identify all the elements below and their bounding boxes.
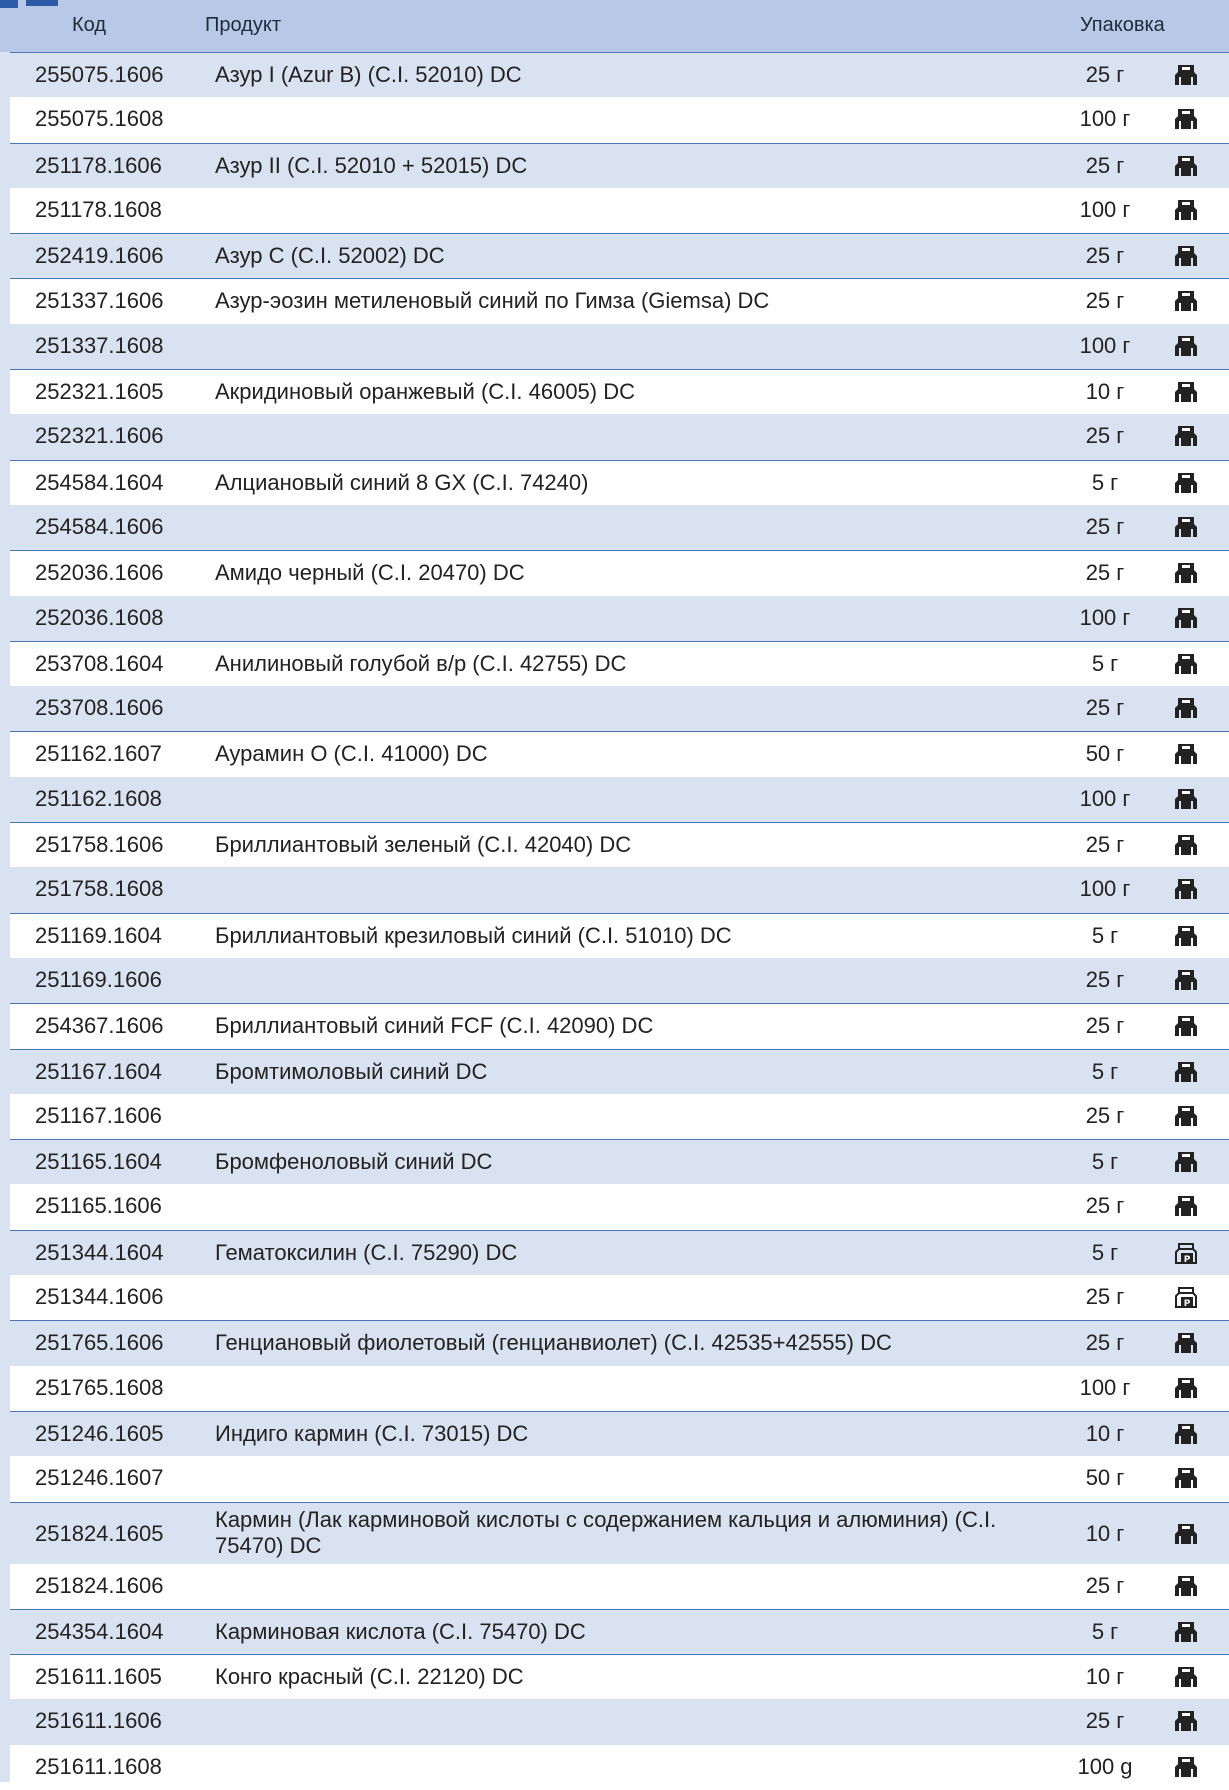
table-row: [10, 233, 1229, 278]
bottle-icon: [1173, 1709, 1199, 1733]
table-row: [10, 1609, 1229, 1654]
column-header-code: Код: [72, 14, 107, 36]
bottle-icon: [1173, 1522, 1199, 1546]
pack-size: 10 г: [1085, 379, 1125, 405]
pack-size: 10 г: [1085, 1520, 1125, 1546]
product-code: 251611.1606: [35, 1708, 162, 1734]
product-code: 251758.1608: [35, 876, 164, 902]
pack-size: 25 г: [1085, 966, 1125, 992]
pack-size: 5 г: [1091, 1058, 1119, 1084]
product-code: 251167.1606: [35, 1102, 162, 1128]
table-row: [10, 641, 1229, 686]
table-row: [10, 958, 1229, 1003]
product-code: 254584.1606: [35, 513, 164, 539]
product-code: 251758.1606: [35, 832, 164, 858]
product-code: 251824.1605: [35, 1520, 164, 1546]
product-name: Акридиновый оранжевый (C.I. 46005) DC: [215, 379, 635, 405]
product-name: Кармин (Лак карминовой кислоты с содержанием кальция и алюминия) (C.I. 75470) DC: [215, 1506, 997, 1558]
product-code: 251611.1605: [35, 1664, 162, 1690]
pack-size: 25 г: [1085, 243, 1125, 269]
product-name: Конго красный (C.I. 22120) DC: [215, 1664, 524, 1690]
pack-size: 25 г: [1085, 1330, 1125, 1356]
bottle-icon: [1173, 1331, 1199, 1355]
bottle-icon: [1173, 696, 1199, 720]
pack-size: 5 г: [1091, 1149, 1119, 1175]
table-row: [10, 731, 1229, 776]
bottle-icon: [1173, 1620, 1199, 1644]
product-code: 255075.1608: [35, 106, 164, 132]
plastic-bottle-icon: [1173, 1241, 1199, 1265]
table-row: [10, 867, 1229, 912]
pack-size: 25 г: [1085, 288, 1125, 314]
product-code: 252036.1608: [35, 604, 164, 630]
table-row: [10, 596, 1229, 641]
bottle-icon: [1173, 924, 1199, 948]
table-row: [10, 460, 1229, 505]
product-code: 254584.1604: [35, 469, 164, 495]
product-name: Азур I (Azur B) (C.I. 52010) DC: [215, 62, 522, 87]
pack-size: 10 г: [1085, 1420, 1125, 1446]
column-header-pack: Упаковка: [1080, 14, 1165, 36]
bottle-icon: [1173, 1014, 1199, 1038]
table-row: [10, 1654, 1229, 1699]
bottle-icon: [1173, 1104, 1199, 1128]
product-code: 251162.1608: [35, 785, 162, 811]
product-name: Бромтимоловый синий DC: [215, 1058, 488, 1084]
table-row: [10, 52, 1229, 97]
product-code: 251824.1606: [35, 1572, 164, 1598]
product-code: 253708.1606: [35, 695, 164, 721]
svg-text:P: P: [1183, 1299, 1191, 1310]
bottle-icon: [1173, 877, 1199, 901]
pack-size: 25 г: [1085, 1013, 1125, 1039]
bottle-icon: [1173, 244, 1199, 268]
table-row: [10, 1564, 1229, 1609]
product-code: 252321.1605: [35, 379, 164, 405]
pack-size: 25 г: [1085, 1572, 1125, 1598]
pack-size: 5 г: [1091, 922, 1119, 948]
product-name: Анилиновый голубой в/р (C.I. 42755) DC: [215, 650, 627, 676]
product-name: Гематоксилин (C.I. 75290) DC: [215, 1239, 518, 1265]
table-row: [10, 414, 1229, 459]
bottle-icon: [1173, 606, 1199, 630]
product-code: 251611.1608: [35, 1753, 162, 1779]
table-row: [10, 777, 1229, 822]
bottle-icon: [1173, 652, 1199, 676]
table-row: [10, 188, 1229, 233]
pack-size: 25 г: [1085, 513, 1125, 539]
bottle-icon: [1173, 1466, 1199, 1490]
pack-size: 5 г: [1091, 1618, 1119, 1644]
product-code: 251167.1604: [35, 1058, 162, 1084]
table-row: [10, 278, 1229, 323]
table-row: [10, 686, 1229, 731]
product-code: 251178.1606: [35, 152, 162, 178]
table-row: [10, 1411, 1229, 1456]
product-name: Бриллиантовый крезиловый синий (C.I. 51010) DC: [215, 922, 732, 948]
bottle-icon: [1173, 1194, 1199, 1218]
product-code: 251169.1604: [35, 922, 162, 948]
table-row: [10, 1230, 1229, 1275]
pack-size: 25 г: [1085, 1102, 1125, 1128]
pack-size: 100 г: [1079, 106, 1131, 132]
pack-size: 25 г: [1085, 1193, 1125, 1219]
product-code: 252321.1606: [35, 423, 164, 449]
bottle-icon: [1173, 63, 1199, 87]
bottle-icon: [1173, 380, 1199, 404]
table-row: [10, 1745, 1229, 1790]
product-code: 251178.1608: [35, 196, 162, 222]
product-code: 251337.1606: [35, 288, 164, 314]
table-row: [10, 1366, 1229, 1411]
pack-size: 25 г: [1085, 832, 1125, 858]
table-row: [10, 143, 1229, 188]
table-row: [10, 822, 1229, 867]
pack-size: 25 г: [1085, 1284, 1125, 1310]
product-code: 251165.1606: [35, 1193, 162, 1219]
table-row: [10, 1094, 1229, 1139]
pack-size: 50 г: [1085, 1465, 1125, 1491]
pack-size: 25 г: [1085, 560, 1125, 586]
bottle-icon: [1173, 1574, 1199, 1598]
bottle-icon: [1173, 833, 1199, 857]
table-row: [10, 1502, 1229, 1564]
product-name: Генциановый фиолетовый (генцианвиолет) (C.I. 42535+42555) DC: [215, 1330, 892, 1356]
product-code: 251169.1606: [35, 966, 162, 992]
header-accent-mark: [26, 0, 58, 6]
product-code: 251162.1607: [35, 741, 162, 767]
left-margin-strip: [0, 52, 10, 1782]
bottle-icon: [1173, 334, 1199, 358]
product-code: 253708.1604: [35, 650, 164, 676]
product-name: Бриллиантовый синий FCF (C.I. 42090) DC: [215, 1013, 654, 1039]
pack-size: 25 г: [1085, 423, 1125, 449]
product-name: Амидо черный (C.I. 20470) DC: [215, 560, 525, 586]
pack-size: 25 г: [1085, 152, 1125, 178]
bottle-icon: [1173, 424, 1199, 448]
table-row: [10, 505, 1229, 550]
bottle-icon: [1173, 968, 1199, 992]
bottle-icon: [1173, 289, 1199, 313]
table-row: [10, 1049, 1229, 1094]
table-row: [10, 1320, 1229, 1365]
pack-size: 50 г: [1085, 741, 1125, 767]
bottle-icon: [1173, 1150, 1199, 1174]
bottle-icon: [1173, 198, 1199, 222]
pack-size: 100 г: [1079, 876, 1131, 902]
bottle-icon: [1173, 742, 1199, 766]
table-row: [10, 913, 1229, 958]
table-row: [10, 97, 1229, 142]
product-code: 255075.1606: [35, 62, 164, 87]
product-code: 254354.1604: [35, 1618, 164, 1644]
table-row: [10, 1003, 1229, 1048]
product-table: [10, 52, 1229, 1790]
plastic-bottle-icon: [1173, 1285, 1199, 1309]
product-code: 251337.1608: [35, 332, 164, 358]
pack-size: 100 г: [1079, 785, 1131, 811]
pack-size: 100 g: [1077, 1753, 1133, 1779]
svg-text:P: P: [1183, 1254, 1191, 1265]
table-row: [10, 324, 1229, 369]
product-name: Алциановый синий 8 GX (C.I. 74240): [215, 469, 589, 495]
bottle-icon: [1173, 1755, 1199, 1779]
product-name: Индиго кармин (C.I. 73015) DC: [215, 1420, 529, 1446]
product-code: 251246.1607: [35, 1465, 164, 1491]
product-code: 251246.1605: [35, 1420, 164, 1446]
product-name: Карминовая кислота (C.I. 75470) DC: [215, 1618, 586, 1644]
product-name: Бромфеноловый синий DC: [215, 1149, 493, 1175]
bottle-icon: [1173, 787, 1199, 811]
product-code: 251165.1604: [35, 1149, 162, 1175]
table-row: [10, 369, 1229, 414]
pack-size: 25 г: [1085, 1708, 1125, 1734]
product-name: Азур С (C.I. 52002) DC: [215, 243, 445, 269]
pack-size: 25 г: [1085, 62, 1125, 87]
header-accent-mark: [0, 0, 18, 8]
product-code: 251765.1608: [35, 1374, 164, 1400]
table-row: [10, 1184, 1229, 1229]
table-row: [10, 1139, 1229, 1184]
bottle-icon: [1173, 561, 1199, 585]
table-row: [10, 1456, 1229, 1501]
pack-size: 5 г: [1091, 469, 1119, 495]
product-name: Азур-эозин метиленовый синий по Гимза (Giemsa) DC: [215, 288, 770, 314]
product-code: 252419.1606: [35, 243, 164, 269]
bottle-icon: [1173, 515, 1199, 539]
table-row: [10, 1699, 1229, 1744]
pack-size: 25 г: [1085, 695, 1125, 721]
bottle-icon: [1173, 107, 1199, 131]
bottle-icon: [1173, 1665, 1199, 1689]
pack-size: 10 г: [1085, 1664, 1125, 1690]
table-row: [10, 550, 1229, 595]
column-header-product: Продукт: [205, 14, 281, 36]
bottle-icon: [1173, 1060, 1199, 1084]
pack-size: 100 г: [1079, 604, 1131, 630]
table-header: [0, 0, 1229, 52]
bottle-icon: [1173, 471, 1199, 495]
product-code: 251765.1606: [35, 1330, 164, 1356]
product-name: Бриллиантовый зеленый (C.I. 42040) DC: [215, 832, 632, 858]
bottle-icon: [1173, 1422, 1199, 1446]
table-row: [10, 1275, 1229, 1320]
product-code: 254367.1606: [35, 1013, 164, 1039]
product-code: 251344.1604: [35, 1239, 164, 1265]
product-code: 251344.1606: [35, 1284, 164, 1310]
bottle-icon: [1173, 1376, 1199, 1400]
product-name: Аурамин О (C.I. 41000) DC: [215, 741, 488, 767]
pack-size: 100 г: [1079, 196, 1131, 222]
bottle-icon: [1173, 154, 1199, 178]
pack-size: 100 г: [1079, 332, 1131, 358]
pack-size: 5 г: [1091, 650, 1119, 676]
product-name: Азур II (C.I. 52010 + 52015) DC: [215, 152, 528, 178]
pack-size: 5 г: [1091, 1239, 1119, 1265]
product-code: 252036.1606: [35, 560, 164, 586]
pack-size: 100 г: [1079, 1374, 1131, 1400]
